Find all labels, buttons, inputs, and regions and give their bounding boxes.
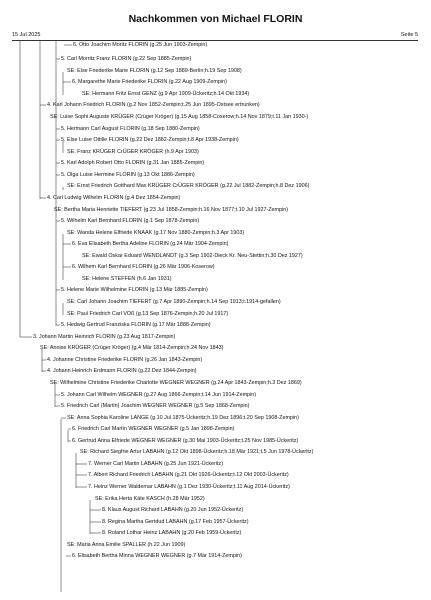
tree-entry: 5. Karl Adolph Robert Otto FLORIN (g.31 Jan 1885-Zempin) <box>61 160 205 166</box>
tree-entry: SE: Ewald Oskar Eduard WENDLANDT (g.3 Sep 1902-Dieck Kr. Neu-Stettin;h.30 Dez 1927) <box>82 253 303 259</box>
tree-entry: 7. Werner Carl Martin LABAHN (g.25 Jun 1921-Ückeritz) <box>88 461 224 467</box>
tree-entry: 6. Friedrich Carl Martin WEGNER WEGNER (g.5 Jan 1898-Zempin) <box>72 426 235 432</box>
tree-entry: 4. Karl Johann Friedrich FLORIN (g.2 Nov 1852-Zempin;t.25 Jun 1895-Ostsee ertrunken) <box>47 102 260 108</box>
tree-entry: SE: Helene STEFFEN (h.6 Jan 1931) <box>82 276 172 282</box>
page-number: Seite 5 <box>400 32 418 38</box>
tree-entry: 5. Johann Carl Wilhelm WEGNER (g.27 Aug 1866-Zempin;t.14 Jun 1914-Zempin) <box>61 392 257 398</box>
tree-entry: SE: Luise Sophi Auguste KRÜGER (Crüger Kröger) (g.15 Aug 1858-Coserow;h.14 Nov 1879;t.11 Jan 1930-) <box>50 114 309 120</box>
tree-entry: 8. Roland Lothar Heinz LABAHN (g.20 Feb 1959-Ückeritz) <box>102 530 242 536</box>
tree-entry: 5. Wilhelm Karl Bernhard FLORIN (g.1 Sep 1878-Zempin) <box>61 218 200 224</box>
tree-entry: 3. Johann Martin Heinrich FLORIN (g.23 Aug 1817-Zempin) <box>33 334 176 340</box>
tree-entry: SE: Paul Friedrich Carl VOß (g.13 Sep 1876-Zempin;h.20 Jul 1917) <box>67 311 229 317</box>
tree-entry: SE: Erika Herta Käte KASCH (h.28 Mär 1952) <box>95 496 205 502</box>
tree-entry: SE: Wanda Helene Elfriede KNAAK (g.17 Nov 1880-Zempin;h.3 Apr 1903) <box>67 230 245 236</box>
tree-entry: 6. Eva Elisabeth Bertha Adeline FLORIN (g.24 Mär 1904-Zempin) <box>72 241 229 247</box>
page-title: Nachkommen von Michael FLORIN <box>128 13 303 25</box>
tree-entry: SE: Else Friederike Marie FLORIN (g.12 Sep 1889-Berlin;h.19 Sep 1908) <box>67 68 242 74</box>
tree-entry: 7. Heinz Werner Waldemar LABAHN (g.1 Dez 1930-Ückeritz;t.11 Aug 2014-Ückeritz) <box>88 484 290 490</box>
tree-entry: SE: Wilhelmine Christine Friederike Charlotte WEGNER WEGNER (g.24 Apr 1843-Zempin;h.3 Dez 1869) <box>50 380 302 386</box>
tree-entry: 5. Else Luise Ottilie FLORIN (g.22 Dez 1882-Zempin;t.8 Apr 1938-Zempin) <box>61 137 239 143</box>
tree-entry: 4. Johann Heinrich Erdmann FLORIN (g.22 Dez 1844-Zempin) <box>47 368 197 374</box>
tree-entry: 5. Olga Luise Hermine FLORIN (g.13 Okt 1886-Zempin) <box>61 172 195 178</box>
report-date: 15 Jul 2025 <box>12 32 41 38</box>
tree-entry: 4. Johanne Christine Friederike FLORIN (g.26 Jan 1843-Zempin) <box>47 357 203 363</box>
tree-entry: 5. Helene Marie Wilhelmine FLORIN (g.13 Mär 1885-Zempin) <box>61 287 208 293</box>
tree-entry: SE: Richard Siegfrie Artur LABAHN (g.12 Okt 1898-Ückeritz;h.18 Mär 1921;t.5 Jun 1978-Ückeritz) <box>80 449 314 455</box>
tree-entry: 6. Margarethe Marie Friederike FLORIN (g.22 Aug 1909-Zempin) <box>72 79 227 85</box>
tree-entry: 6. Otto Joachim Moritz FLORIN (g.25 Jun 1903-Zempin) <box>73 42 208 48</box>
tree-entry: SE: Maria Anna Emilie SPALLER (h.22 Jun 1909) <box>67 542 186 548</box>
tree-entry: 5. Hermann Carl August FLORIN (g.18 Sep 1880-Zempin) <box>61 126 200 132</box>
tree-entry: 8. Klaus August Richard LABAHN (g.20 Jun 1952-Ückeritz) <box>102 507 244 513</box>
tree-entry: SE: Bertha Maria Henriette TIEFERT (g.23 Jul 1858-Zempin;h.16 Nov 1877;t.10 Jul 1927-Zempin) <box>54 207 289 213</box>
tree-entry: SE: Annise KRÜGER (Crüger Kröger) (g.4 Mär 1814-Zempin;h.24 Nov 1843) <box>40 345 224 351</box>
tree-entry: SE: Ernst Friedrich Gotthard Max KRÜGER CrÜGER KRÖGER (g.22 Jul 1882-Zempin;h.8 Dez 1906) <box>67 183 310 189</box>
tree-entry: 5. Carl Morritz Franz FLORIN (g.22 Sep 1885-Zempin) <box>61 56 192 62</box>
tree-entry: SE: Hermann Fritz Ernst GENZ (g.9 Apr 1909-Ückeritz;h.14 Okt 1934) <box>82 91 250 97</box>
tree-entry: 5. Friedrich Carl (Martin) Joachim WEGNER WEGNER (g.5 Sep 1868-Zempin) <box>61 403 250 409</box>
tree-entry: SE: Franz KRÜGER CrÜGER KRÖGER (h.9 Apr 1903) <box>67 149 199 155</box>
tree-entry: 6. Elisabeth Bertha Minna WEGNER WEGNER (g.7 Mär 1914-Zempin) <box>72 553 242 559</box>
tree-entry: 6. Wilhem Karl Bernhard FLORIN (g.26 Mär 1906-Koserow) <box>72 264 215 270</box>
tree-entry: 5. Hedwig Gertrud Franziska FLORIN (g.17 Mär 1888-Zempin) <box>61 322 211 328</box>
tree-entry: SE: Anna Sophia Karoline LANGE (g.10 Jul 1875-Ückeritz;h.19 Dez 1896;t.20 Sep 1908-Zempin) <box>67 415 299 421</box>
tree-entry: 4. Carl Ludwig Wilhelm FLORIN (g.4 Dez 1854-Zempin) <box>47 195 181 201</box>
tree-entry: 7. Albert Richard Friedrich LABAHN (g.21 Okt 1926-Ückeritz;t.12 Okt 2003-Ückeritz) <box>88 472 289 478</box>
tree-entry: SE: Carl Johann Joachim TIEFERT (g.7 Apr 1890-Zempin;h.14 Sep 1913;t.1914-gefallen) <box>67 299 281 305</box>
tree-entry: 6. Gertrud Anna Elfriede WEGNER WEGNER (g.30 Mai 1903-Ückeritz;t.25 Nov 1985-Ückeritz) <box>72 438 299 444</box>
tree-entry: 8. Regina Martha Gertdud LABAHN (g.17 Feb 1957-Ückeritz) <box>102 519 249 525</box>
